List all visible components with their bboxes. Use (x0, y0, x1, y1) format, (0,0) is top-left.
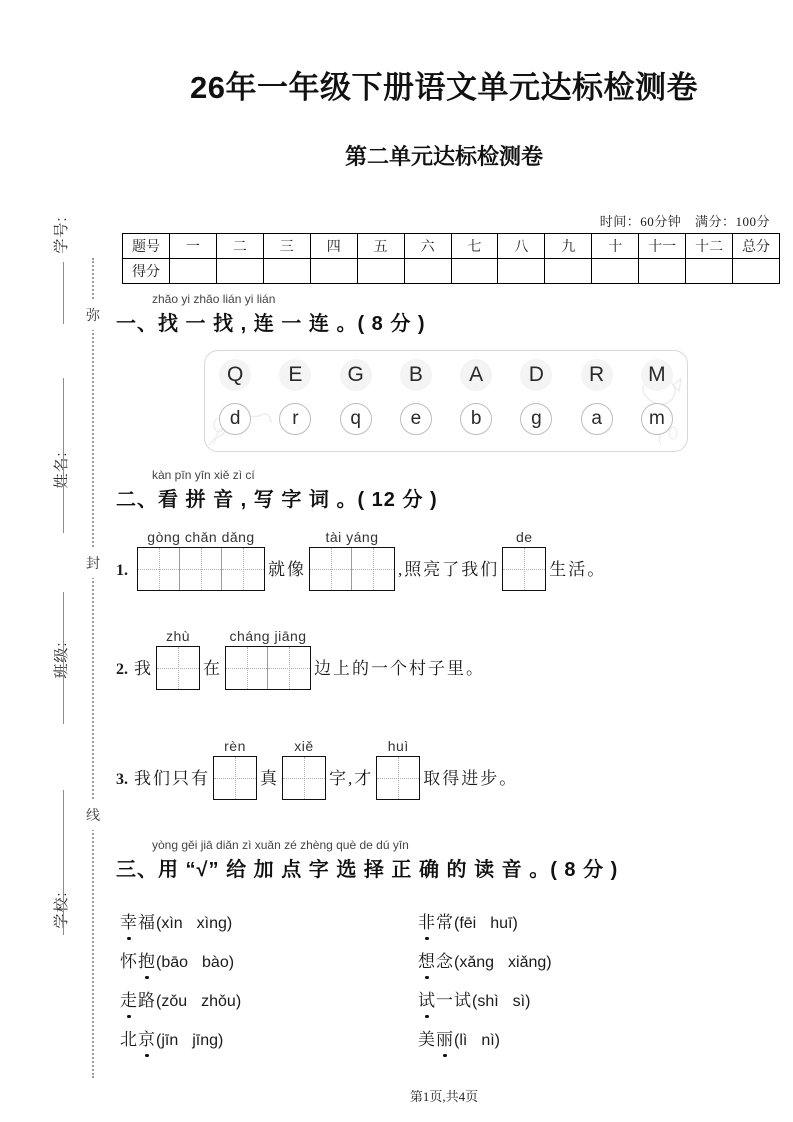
pinyin-options: (xǎng xiǎng) (454, 954, 552, 971)
letter-match-exercise[interactable] (204, 350, 688, 452)
letter-lowercase-7[interactable]: m (641, 403, 673, 435)
seal-dotted-line (92, 258, 94, 1078)
letter-uppercase-2[interactable]: G (340, 359, 372, 391)
question-text-3-a: 我们只有 (134, 769, 210, 788)
letter-uppercase-7[interactable]: M (641, 359, 673, 391)
letter-lowercase-0[interactable]: d (219, 403, 251, 435)
uppercase-letter-row (205, 359, 687, 391)
seal-char-feng: 封 (79, 548, 107, 578)
section-3-pinyin-wrap (152, 838, 409, 853)
dotted-char: 走 (120, 986, 138, 1011)
option-b[interactable]: bào (202, 954, 229, 971)
dotted-char: 非 (418, 908, 436, 933)
question-text-3-d: 取得进步。 (423, 769, 519, 788)
tianzige-grid[interactable] (502, 547, 546, 591)
score-table-col-2: 二 (216, 234, 263, 259)
plain-char: 北 (120, 1030, 138, 1049)
plain-char: 一试 (436, 991, 472, 1010)
letter-uppercase-5[interactable]: D (520, 359, 552, 391)
tianzige-grid[interactable] (376, 756, 420, 800)
pinyin-choice-right-4[interactable] (418, 1025, 500, 1050)
letter-uppercase-0[interactable]: Q (219, 359, 251, 391)
section-1-heading (116, 307, 426, 336)
page-subtitle: 第二单元达标检测卷 (344, 144, 543, 169)
tianzige-grid[interactable] (137, 547, 265, 591)
option-b[interactable]: xiǎng (508, 954, 547, 971)
pinyin-choice-right-1[interactable] (418, 908, 518, 933)
score-cell-9[interactable] (545, 259, 592, 284)
answer-boxes-3-1[interactable] (213, 737, 257, 800)
pinyin-hint-3-3: huì (387, 738, 409, 754)
pinyin-hint-1-3: de (515, 529, 533, 545)
score-cell-1[interactable] (170, 259, 217, 284)
write-cell[interactable] (222, 548, 264, 590)
letter-lowercase-5[interactable]: g (520, 403, 552, 435)
plain-char: 美 (418, 1030, 436, 1049)
margin-rule-4 (63, 790, 64, 935)
score-table-score-row (123, 259, 780, 284)
option-b[interactable]: xìng (196, 915, 227, 932)
option-b[interactable]: nì (481, 1032, 495, 1049)
letter-uppercase-6[interactable]: R (581, 359, 613, 391)
dotted-char: 抱 (138, 947, 156, 972)
section-1-pinyin-wrap (152, 292, 275, 307)
page-footer: 第1页,共4页 (409, 1089, 479, 1104)
question-number-2: 2. (116, 661, 128, 678)
score-table-header-row (123, 234, 780, 259)
answer-boxes-1-1[interactable] (137, 528, 265, 591)
score-table-col-3: 三 (263, 234, 310, 259)
letter-lowercase-1[interactable]: r (279, 403, 311, 435)
answer-boxes-3-2[interactable] (282, 737, 326, 800)
seal-char-mi: 弥 (79, 300, 107, 330)
score-cell-5[interactable] (357, 259, 404, 284)
section-3-title: 三、用 “√” 给 加 点 字 选 择 正 确 的 读 音 。( 8 分 ) (116, 859, 619, 881)
dotted-char: 幸 (120, 908, 138, 933)
letter-uppercase-3[interactable]: B (400, 359, 432, 391)
question-text-3-b: 真 (260, 769, 279, 788)
option-a[interactable]: jīn (161, 1032, 179, 1049)
score-cell-2[interactable] (216, 259, 263, 284)
score-cell-8[interactable] (498, 259, 545, 284)
answer-boxes-1-2[interactable] (309, 528, 395, 591)
question-number-1: 1. (116, 562, 128, 579)
score-table-col-12: 十二 (686, 234, 733, 259)
section-3-heading (116, 853, 618, 882)
lowercase-letter-row (205, 403, 687, 435)
option-a[interactable]: xǎng (459, 954, 495, 971)
score-table-col-total: 总分 (733, 234, 780, 259)
score-cell-3[interactable] (263, 259, 310, 284)
tianzige-grid[interactable] (309, 547, 395, 591)
write-cell[interactable] (377, 757, 419, 799)
write-cell[interactable] (226, 647, 268, 689)
question-text-2-a: 我 (134, 659, 153, 678)
score-table (122, 233, 780, 284)
margin-label-school: 学校: (53, 891, 70, 929)
write-cell[interactable] (352, 548, 394, 590)
score-cell-10[interactable] (592, 259, 639, 284)
write-question-3 (116, 737, 518, 800)
score-cell-12[interactable] (686, 259, 733, 284)
score-table-col-9: 九 (545, 234, 592, 259)
exam-meta (590, 211, 770, 230)
margin-label-name: 姓名: (53, 451, 70, 489)
letter-lowercase-4[interactable]: b (460, 403, 492, 435)
section-3-pinyin: yòng gěi jiā diǎn zì xuǎn zé zhèng què de dú yīn (152, 838, 409, 852)
pinyin-options: (fēi huī) (454, 915, 518, 932)
option-b[interactable]: jīng (192, 1032, 219, 1049)
dotted-char: 试 (418, 986, 436, 1011)
letter-uppercase-4[interactable]: A (460, 359, 492, 391)
letter-lowercase-6[interactable]: a (581, 403, 613, 435)
letter-uppercase-1[interactable]: E (279, 359, 311, 391)
answer-boxes-2-1[interactable] (156, 627, 200, 690)
letter-lowercase-2[interactable]: q (340, 403, 372, 435)
plain-char: 常 (436, 913, 454, 932)
option-a[interactable]: bāo (161, 954, 189, 971)
option-b[interactable]: zhǒu (201, 993, 236, 1010)
score-cell-7[interactable] (451, 259, 498, 284)
answer-boxes-1-3[interactable] (502, 528, 546, 591)
section-2-pinyin: kàn pīn yīn xiě zì cí (152, 468, 255, 482)
write-cell[interactable] (214, 757, 256, 799)
full-score-label: 满分：100分 (694, 214, 770, 229)
write-cell[interactable] (138, 548, 180, 590)
score-table-col-7: 七 (451, 234, 498, 259)
margin-rule-1 (63, 262, 64, 324)
tianzige-grid[interactable] (213, 756, 257, 800)
score-cell-6[interactable] (404, 259, 451, 284)
score-table-col-8: 八 (498, 234, 545, 259)
pinyin-choice-left-4[interactable] (120, 1025, 223, 1050)
pinyin-options: (jīn jīng) (156, 1032, 224, 1049)
pinyin-options: (bāo bào) (156, 954, 235, 971)
option-a[interactable]: shì (477, 993, 499, 1010)
tianzige-grid[interactable] (225, 646, 311, 690)
option-a[interactable]: zǒu (161, 993, 188, 1010)
option-a[interactable]: xìn (161, 915, 183, 932)
option-a[interactable]: lì (459, 1032, 468, 1049)
pinyin-hint-3-1: rèn (224, 738, 246, 754)
seal-margin (0, 0, 108, 1122)
answer-boxes-3-3[interactable] (376, 737, 420, 800)
question-text-1-c: 生活。 (549, 560, 607, 579)
score-table-col-4: 四 (310, 234, 357, 259)
score-table-row-label-question: 题号 (123, 234, 170, 259)
pinyin-choice-right-3[interactable] (418, 986, 530, 1011)
tianzige-grid[interactable] (282, 756, 326, 800)
score-cell-total[interactable] (733, 259, 780, 284)
pinyin-options: (xìn xìng) (156, 915, 233, 932)
question-text-2-b: 在 (203, 659, 222, 678)
page-title: 26年一年级下册语文单元达标检测卷 (190, 70, 698, 105)
section-1-pinyin: zhǎo yi zhǎo lián yi lián (152, 292, 276, 306)
plain-char: 怀 (120, 952, 138, 971)
pinyin-options: (zǒu zhǒu) (156, 993, 242, 1010)
dotted-char: 丽 (436, 1025, 454, 1050)
plain-char: 路 (138, 991, 156, 1010)
section-2-heading (116, 483, 438, 512)
margin-label-student-id: 学号: (53, 216, 70, 254)
write-cell[interactable] (268, 647, 310, 689)
pinyin-choice-left-2[interactable] (120, 947, 234, 972)
letter-lowercase-3[interactable]: e (400, 403, 432, 435)
answer-boxes-2-2[interactable] (225, 627, 311, 690)
question-number-3: 3. (116, 771, 128, 788)
pinyin-choice-left-3[interactable] (120, 986, 241, 1011)
write-cell[interactable] (283, 757, 325, 799)
pinyin-options: (lì nì) (454, 1032, 500, 1049)
plain-char: 念 (436, 952, 454, 971)
question-text-1-a: 就像 (268, 560, 306, 579)
score-table-row-label-score: 得分 (123, 259, 170, 284)
write-cell[interactable] (310, 548, 352, 590)
margin-label-class: 班级: (53, 641, 70, 679)
pinyin-options: (shì sì) (472, 993, 531, 1010)
option-b[interactable]: huī (490, 915, 513, 932)
section-1-title: 一、找 一 找 , 连 一 连 。( 8 分 ) (116, 313, 426, 335)
pinyin-choice-left-1[interactable] (120, 908, 232, 933)
pinyin-hint-3-2: xiě (294, 738, 314, 754)
write-question-2 (116, 627, 485, 690)
tianzige-grid[interactable] (156, 646, 200, 690)
option-b[interactable]: sì (512, 993, 526, 1010)
time-limit-label: 时间：60分钟 (599, 214, 682, 229)
option-a[interactable]: fēi (459, 915, 477, 932)
section-2-title: 二、看 拼 音 , 写 字 词 。( 12 分 ) (116, 489, 438, 511)
pinyin-choice-right-2[interactable] (418, 947, 552, 972)
write-question-1 (116, 528, 606, 591)
write-cell[interactable] (503, 548, 545, 590)
score-table-col-11: 十一 (639, 234, 686, 259)
pinyin-hint-1-2: tài yáng (325, 529, 379, 545)
score-cell-4[interactable] (310, 259, 357, 284)
score-cell-11[interactable] (639, 259, 686, 284)
margin-rule-3 (63, 592, 64, 724)
plain-char: 福 (138, 913, 156, 932)
question-text-1-b: ,照亮了我们 (398, 560, 500, 579)
margin-rule-2 (63, 378, 64, 533)
score-table-col-1: 一 (170, 234, 217, 259)
write-cell[interactable] (157, 647, 199, 689)
pinyin-hint-2-1: zhù (165, 628, 191, 644)
write-cell[interactable] (180, 548, 222, 590)
score-table-col-5: 五 (357, 234, 404, 259)
question-text-3-c: 字,才 (329, 769, 374, 788)
pinyin-hint-1-1: gòng chǎn dǎng (147, 529, 255, 545)
dotted-char: 想 (418, 947, 436, 972)
pinyin-hint-2-2: cháng jiāng (229, 628, 307, 644)
score-table-col-6: 六 (404, 234, 451, 259)
section-2-pinyin-wrap (152, 468, 255, 483)
question-text-2-c: 边上的一个村子里。 (314, 659, 485, 678)
dotted-char: 京 (138, 1025, 156, 1050)
score-table-col-10: 十 (592, 234, 639, 259)
exam-sheet (108, 0, 793, 1122)
seal-char-xian: 线 (79, 800, 107, 830)
